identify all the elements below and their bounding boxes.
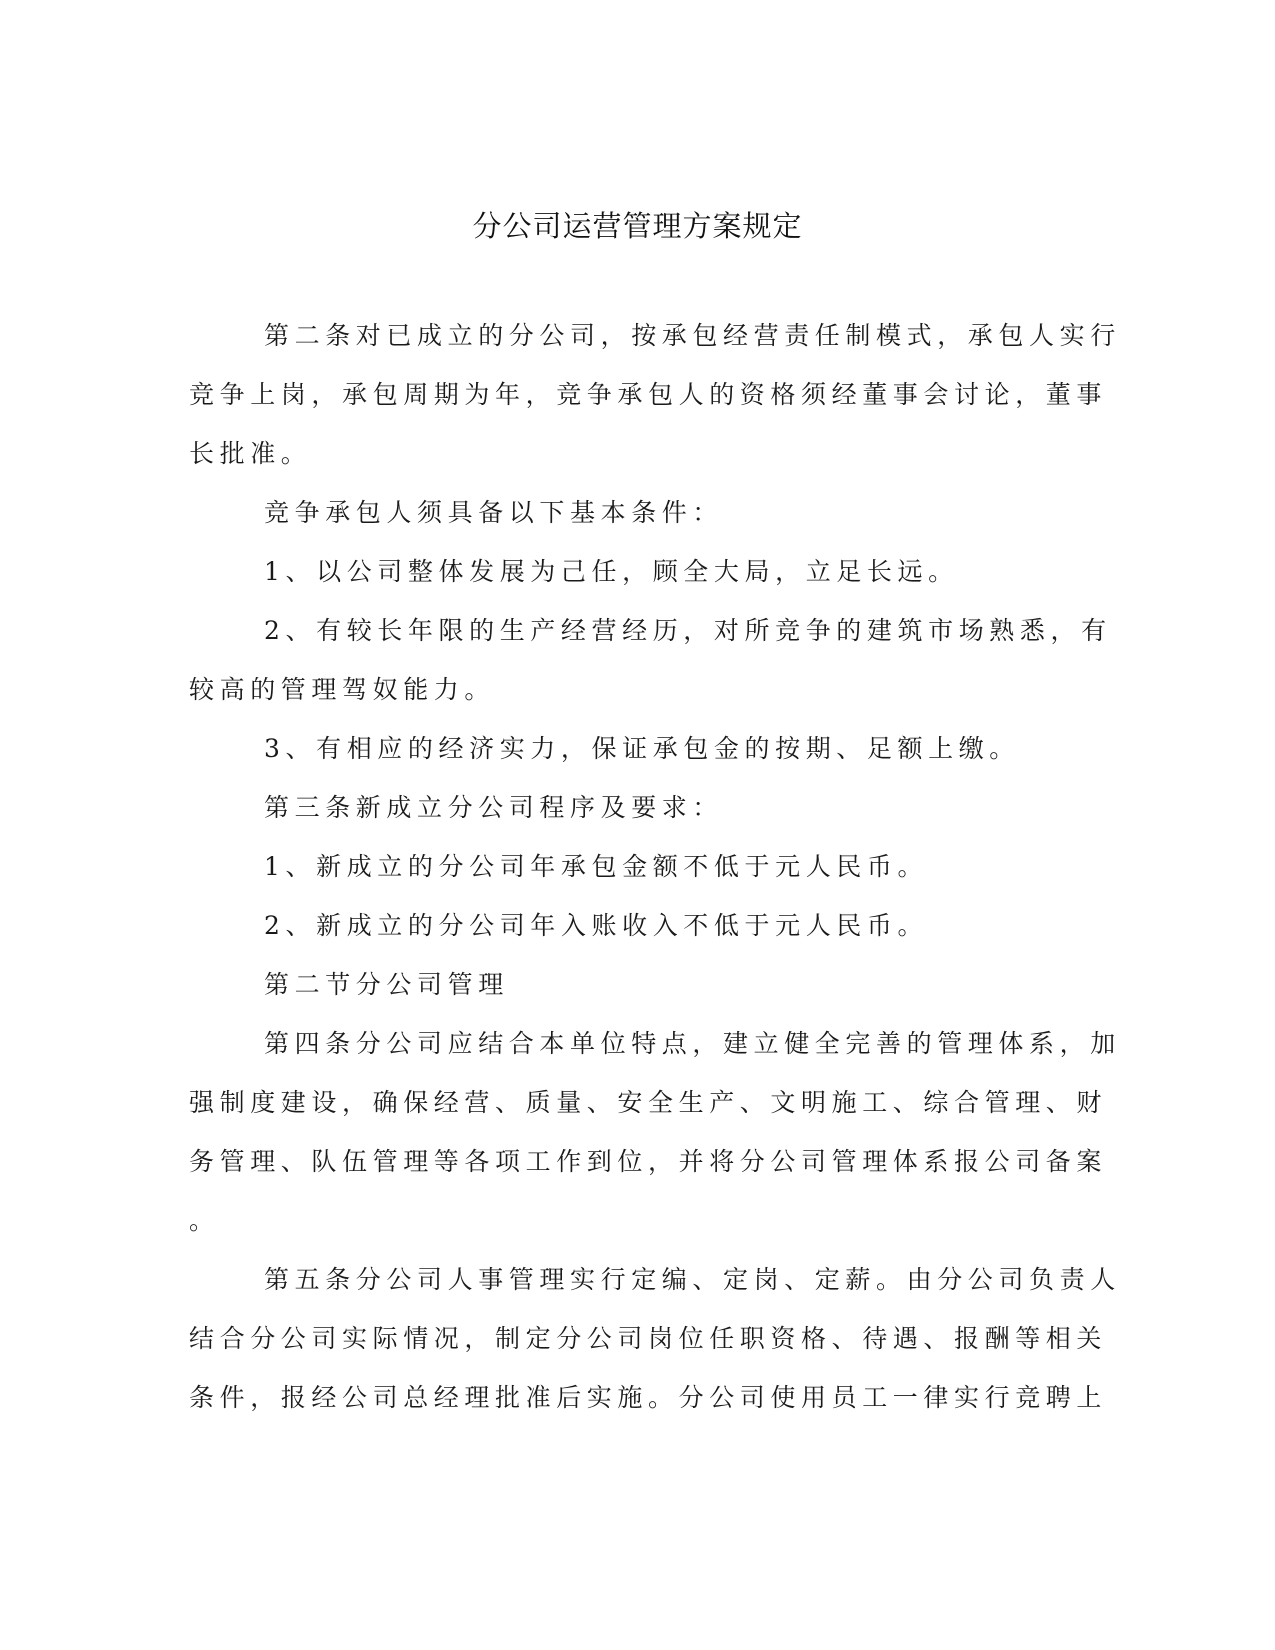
paragraph-line: 。 <box>189 1206 220 1235</box>
section-heading: 第二节分公司管理 <box>264 970 509 999</box>
paragraph-line: 3、有相应的经济实力，保证承包金的按期、足额上缴。 <box>264 734 1020 763</box>
paragraph-line: 1、以公司整体发展为己任，顾全大局，立足长远。 <box>264 557 959 586</box>
paragraph-line: 竞争承包人须具备以下基本条件： <box>264 498 724 527</box>
paragraph-line: 第四条分公司应结合本单位特点，建立健全完善的管理体系，加 <box>264 1029 1121 1058</box>
paragraph-line: 2、有较长年限的生产经营经历，对所竞争的建筑市场熟悉，有 <box>264 616 1112 645</box>
paragraph-line: 1、新成立的分公司年承包金额不低于元人民币。 <box>264 852 929 881</box>
paragraph-line: 较高的管理驾奴能力。 <box>189 675 496 704</box>
paragraph-line: 结合分公司实际情况，制定分公司岗位任职资格、待遇、报酬等相关 <box>189 1324 1108 1353</box>
paragraph-line: 竞争上岗，承包周期为年，竞争承包人的资格须经董事会讨论，董事 <box>189 380 1108 409</box>
paragraph-line: 务管理、队伍管理等各项工作到位，并将分公司管理体系报公司备案 <box>189 1147 1108 1176</box>
document-title: 分公司运营管理方案规定 <box>472 209 803 243</box>
paragraph-line: 第五条分公司人事管理实行定编、定岗、定薪。由分公司负责人 <box>264 1265 1121 1294</box>
paragraph-line: 2、新成立的分公司年入账收入不低于元人民币。 <box>264 911 929 940</box>
paragraph-line: 强制度建设，确保经营、质量、安全生产、文明施工、综合管理、财 <box>189 1088 1108 1117</box>
paragraph-line: 第二条对已成立的分公司，按承包经营责任制模式，承包人实行 <box>264 321 1121 350</box>
paragraph-line: 长批准。 <box>189 439 312 468</box>
paragraph-line: 第三条新成立分公司程序及要求： <box>264 793 724 822</box>
paragraph-line: 条件，报经公司总经理批准后实施。分公司使用员工一律实行竞聘上 <box>189 1383 1108 1412</box>
